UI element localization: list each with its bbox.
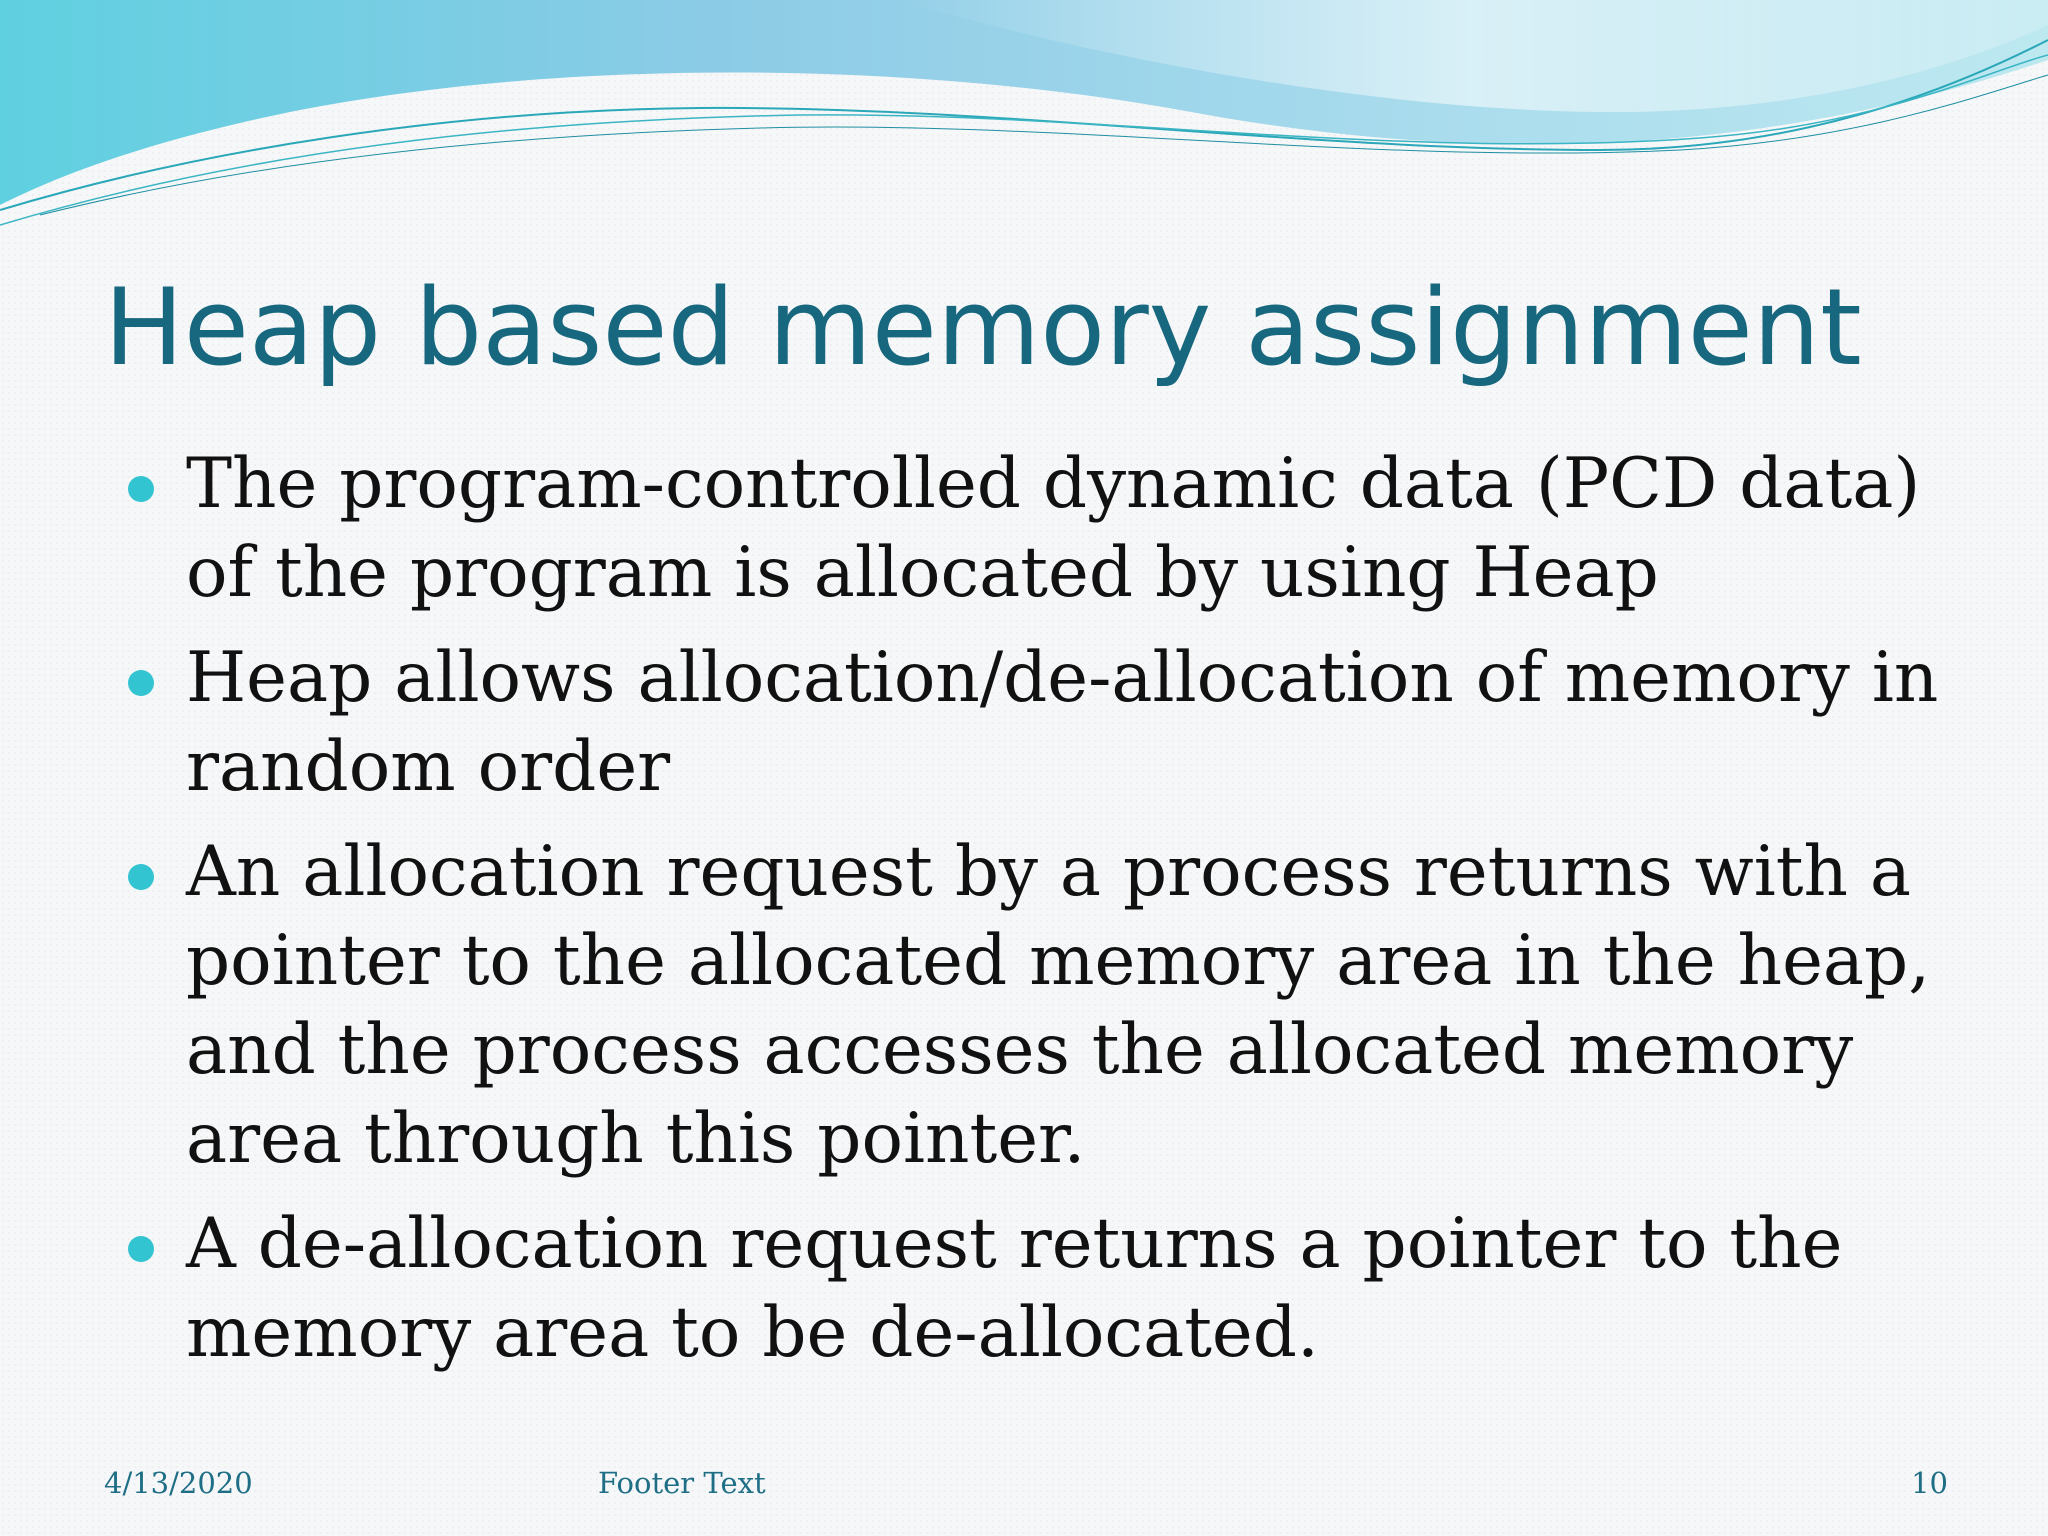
- bullet-dot-icon: [128, 1236, 154, 1262]
- bullet-text: The program-controlled dynamic data (PCD data) of the program is allocated by using Heap: [186, 444, 1921, 613]
- bullet-text: An allocation request by a process returns with a pointer to the allocated memory area in the heap, and the process accesses the allocated memory area through this pointer.: [186, 832, 1931, 1179]
- bullet-text: A de-allocation request returns a pointer to the memory area to be de-allocated.: [186, 1204, 1843, 1373]
- bullet-item: [128, 634, 1968, 812]
- bullet-dot-icon: [128, 476, 154, 502]
- bullet-item: [128, 828, 1968, 1184]
- bullet-item: [128, 1200, 1968, 1378]
- wave-banner-decoration: [0, 0, 2048, 240]
- bullet-text: Heap allows allocation/de-allocation of memory in random order: [186, 638, 1939, 807]
- bullet-dot-icon: [128, 670, 154, 696]
- bullet-dot-icon: [128, 864, 154, 890]
- footer-text: Footer Text: [598, 1466, 766, 1500]
- footer-date: 4/13/2020: [104, 1466, 253, 1500]
- slide-number: 10: [1911, 1466, 1948, 1500]
- bullet-item: [128, 440, 1968, 618]
- bullet-list: [128, 440, 1968, 1394]
- slide-title: Heap based memory assignment: [104, 266, 1862, 389]
